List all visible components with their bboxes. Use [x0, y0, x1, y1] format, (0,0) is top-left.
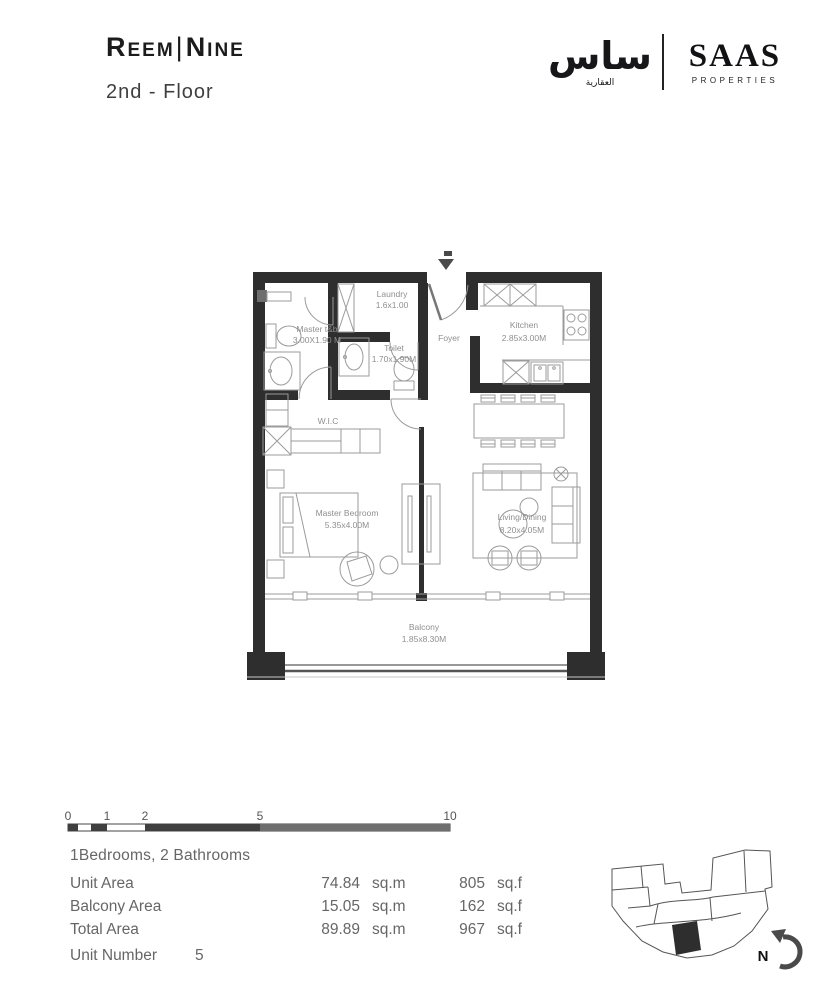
- balcony-railing: [247, 665, 605, 677]
- dining-chairs: [481, 395, 555, 447]
- key-plan: [612, 850, 772, 958]
- scale-tick-0: 0: [64, 809, 72, 823]
- sofa-two-seat: [552, 487, 580, 543]
- sqf-value: 805: [459, 874, 485, 892]
- row-label: Unit Area: [70, 874, 134, 892]
- room-label-toilet: Toilet: [384, 343, 404, 353]
- shower-fixture: [257, 290, 291, 302]
- kitchen-upper-cabinets: [484, 284, 536, 306]
- scale-tick-5: 5: [256, 809, 264, 823]
- room-dims-living-dining: 8.20x4.05M: [499, 525, 545, 535]
- room-dims-laundry: 1.6x1.00: [375, 300, 409, 310]
- key-plan-unit-highlight: [672, 921, 701, 955]
- double-sink-icon: [531, 362, 563, 384]
- entry-arrow-icon: [438, 251, 454, 270]
- kitchen-lower-cabinet: [503, 361, 529, 384]
- brand-left: Reem: [106, 32, 175, 62]
- scale-tick-1: 1: [103, 809, 111, 823]
- bedroom-door-arc: [391, 399, 421, 429]
- room-dims-kitchen: 2.85x3.00M: [501, 333, 547, 343]
- dining-table: [474, 404, 564, 438]
- sofa-three-seat: [483, 464, 541, 490]
- floor-lamp-icon: [554, 467, 568, 481]
- bath-door-arc: [299, 367, 331, 399]
- table-row-total-area: [70, 918, 540, 941]
- unit-number-value: 5: [195, 946, 204, 964]
- sqf-unit: sq.f: [497, 874, 522, 892]
- sqm-value: 89.89: [321, 920, 360, 938]
- vanity-toilet: [339, 338, 369, 376]
- floor-title: 2nd - Floor: [106, 81, 214, 103]
- logo-arabic-subtitle: العقارية: [585, 78, 615, 88]
- room-label-master-bedroom: Master Bedroom: [315, 508, 379, 518]
- north-arrow-icon: [758, 929, 800, 967]
- scale-tick-2: 2: [141, 809, 149, 823]
- sqf-unit: sq.f: [497, 920, 522, 938]
- scale-tick-10: 10: [443, 809, 457, 823]
- scale-bar: [65, 809, 457, 831]
- room-dims-balcony: 1.85x8.30M: [401, 634, 447, 644]
- table-row-balcony-area: [70, 895, 540, 918]
- vanity-master: [264, 352, 300, 390]
- room-label-master-tb: Master t&b: [296, 324, 338, 334]
- north-label: N: [757, 948, 769, 965]
- shaft-box: [338, 284, 354, 332]
- unit-summary: 1Bedrooms, 2 Bathrooms: [70, 847, 251, 864]
- row-label: Total Area: [70, 920, 139, 938]
- room-dims-master-tb: 3.00X1.90 M: [292, 335, 342, 345]
- room-dims-toilet: 1.70x1.90M: [371, 354, 417, 364]
- stove-icon: [564, 310, 589, 340]
- nightstand-top: [267, 470, 284, 488]
- logo-subtitle: PROPERTIES: [691, 76, 779, 85]
- unit-number-row: [70, 944, 540, 967]
- brand-divider: |: [175, 32, 185, 62]
- sqm-value: 74.84: [321, 874, 360, 892]
- sqf-value: 162: [459, 897, 485, 915]
- sqm-unit: sq.m: [372, 920, 406, 938]
- sqf-value: 967: [459, 920, 485, 938]
- sqm-unit: sq.m: [372, 874, 406, 892]
- brand-right: Nine: [185, 32, 245, 62]
- nightstand-bottom: [267, 560, 284, 578]
- room-label-wic: W.I.C: [317, 416, 339, 426]
- sqm-unit: sq.m: [372, 897, 406, 915]
- row-label: Balcony Area: [70, 897, 162, 915]
- window-wall: [265, 592, 590, 600]
- table-row-unit-area: [70, 872, 540, 895]
- logo-arabic-wordmark: ساس: [547, 34, 653, 78]
- bedroom-side-table: [380, 556, 398, 574]
- room-dims-master-bedroom: 5.35x4.00M: [324, 520, 370, 530]
- unit-number-label: Unit Number: [70, 946, 157, 964]
- entrance-door-arc: [441, 285, 468, 320]
- sqm-value: 15.05: [321, 897, 360, 915]
- room-label-laundry: Laundry: [376, 289, 408, 299]
- room-label-foyer: Foyer: [438, 333, 460, 343]
- sqf-unit: sq.f: [497, 897, 522, 915]
- room-label-balcony: Balcony: [408, 622, 440, 632]
- room-label-kitchen: Kitchen: [509, 320, 539, 330]
- logo-name: SAAS: [688, 38, 782, 74]
- unit-details: [70, 847, 540, 967]
- room-label-living-dining: Living/Dining: [497, 512, 547, 522]
